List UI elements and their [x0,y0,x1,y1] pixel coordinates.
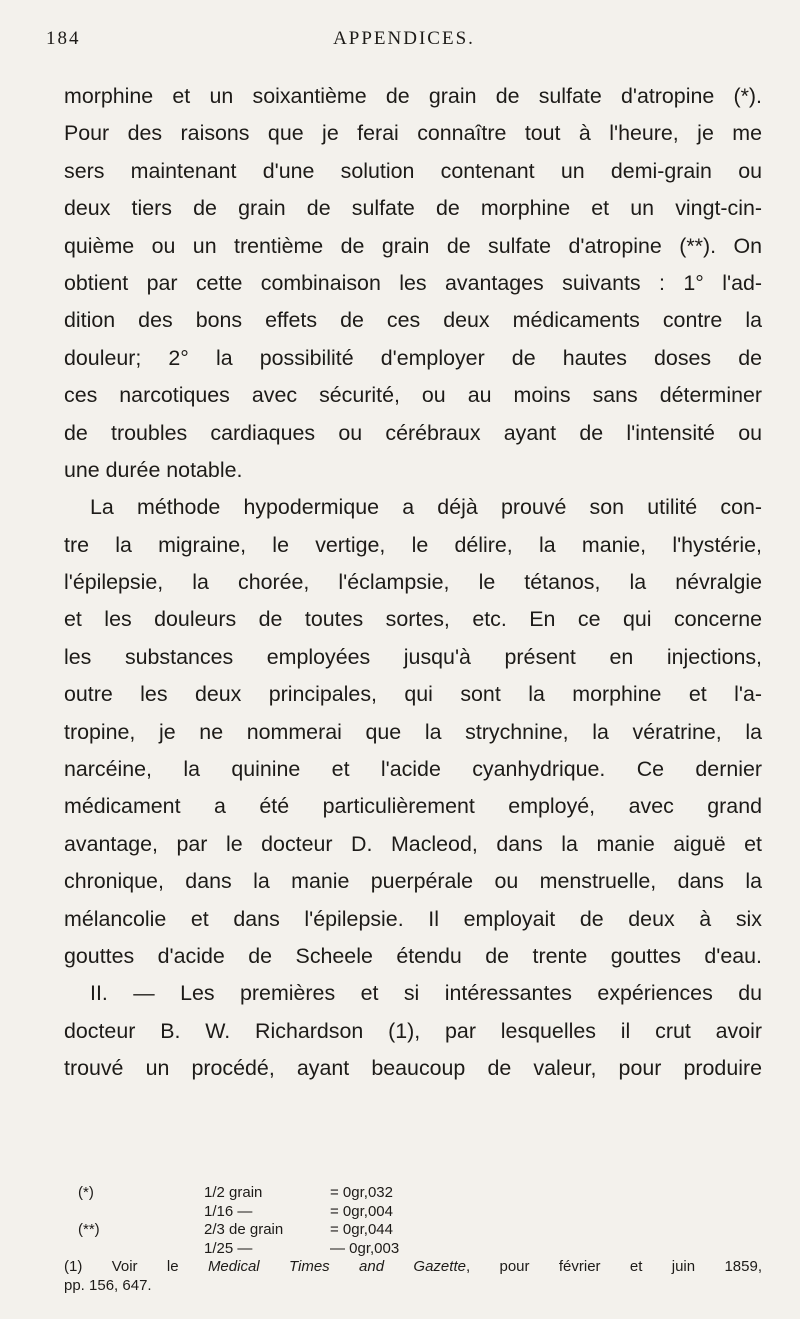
text-line: tre la migraine, le vertige, le délire, la manie, l'hystérie, [64,532,762,557]
dose-quantity: 1/2 grain [204,1184,263,1201]
dose-row [64,1221,762,1240]
text-line: les substances employées jusqu'à présent en injections, [64,644,762,669]
dose-value: — 0gr,003 [330,1239,400,1257]
text-line: une durée notable. [64,457,243,482]
text-line: mélancolie et dans l'épilepsie. Il employait de deux à six [64,906,762,931]
text-line: quième ou un trentième de grain de sulfate d'atropine (**). On [64,233,762,258]
dose-value: = 0gr,004 [330,1202,393,1220]
text-line: trouvé un procédé, ayant beaucoup de valeur, pour produire [64,1056,762,1081]
reference-pages: pp. 156, 647. [64,1276,152,1294]
text-line: gouttes d'acide de Scheele étendu de trente gouttes d'eau. [64,943,762,968]
text-line: douleur; 2° la possibilité d'employer de hautes doses de [64,345,762,370]
reference-journal: Medical Times and Gazette [207,1258,466,1276]
dose-row [64,1184,762,1203]
text-line: outre les deux principales, qui sont la morphine et l'a- [64,682,762,707]
text-line: avantage, par le docteur D. Macleod, dans la manie aiguë et [64,831,762,856]
dose-value: = 0gr,044 [330,1221,393,1239]
footnote-mark [64,1240,126,1259]
text-line: deux tiers de grain de sulfate de morphine et un vingt-cin- [64,196,762,221]
text-line: et les douleurs de toutes sortes, etc. En ce qui concerne [64,607,762,632]
dose-quantity: 1/16 — [204,1202,253,1220]
text-line: chronique, dans la manie puerpérale ou menstruelle, dans la [64,869,762,894]
body-text [64,78,762,1088]
dose-row [64,1203,762,1222]
text-line: narcéine, la quinine et l'acide cyanhydrique. Ce dernier [64,757,762,782]
text-line: médicament a été particulièrement employé, avec grand [64,794,762,819]
text-line: sers maintenant d'une solution contenant un demi-grain ou [64,158,762,183]
reference-note [64,1258,762,1277]
text-line: docteur B. W. Richardson (1), par lesquelles il crut avoir [64,1018,762,1043]
text-line: La méthode hypodermique a déjà prouvé son utilité con- [90,495,762,520]
dose-quantity: 2/3 de grain [204,1221,284,1239]
text-line: de troubles cardiaques ou cérébraux ayant de l'intensité ou [64,420,762,445]
text-line: tropine, je ne nommerai que la strychnine, la vératrine, la [64,719,762,744]
text-line: dition des bons effets de ces deux médicaments contre la [64,308,762,333]
text-line: obtient par cette combinaison les avantages suivants : 1° l'ad- [64,270,762,295]
text-line: II. — Les premières et si intéressantes expériences du [90,981,762,1006]
text-line: morphine et un soixantième de grain de sulfate d'atropine (*). [64,84,762,108]
dose-quantity: 1/25 — [204,1239,253,1257]
reference-suffix: , pour février et juin 1859, [465,1258,762,1276]
footnote-mark: (*) [78,1184,94,1201]
running-head [46,28,762,58]
text-line: Pour des raisons que je ferai connaître tout à l'heure, je me [64,121,762,146]
running-title: APPENDICES. [333,28,475,49]
footnotes [64,1184,762,1296]
reference-prefix: (1) Voir le [64,1258,208,1276]
footnote-mark [64,1203,126,1222]
text-line: ces narcotiques avec sécurité, ou au moins sans déterminer [64,383,762,408]
text-line: l'épilepsie, la chorée, l'éclampsie, le tétanos, la névralgie [64,570,762,595]
dose-value: = 0gr,032 [330,1184,393,1201]
page-number: 184 [46,28,81,49]
footnote-mark: (**) [78,1221,100,1239]
dose-row [64,1240,762,1259]
